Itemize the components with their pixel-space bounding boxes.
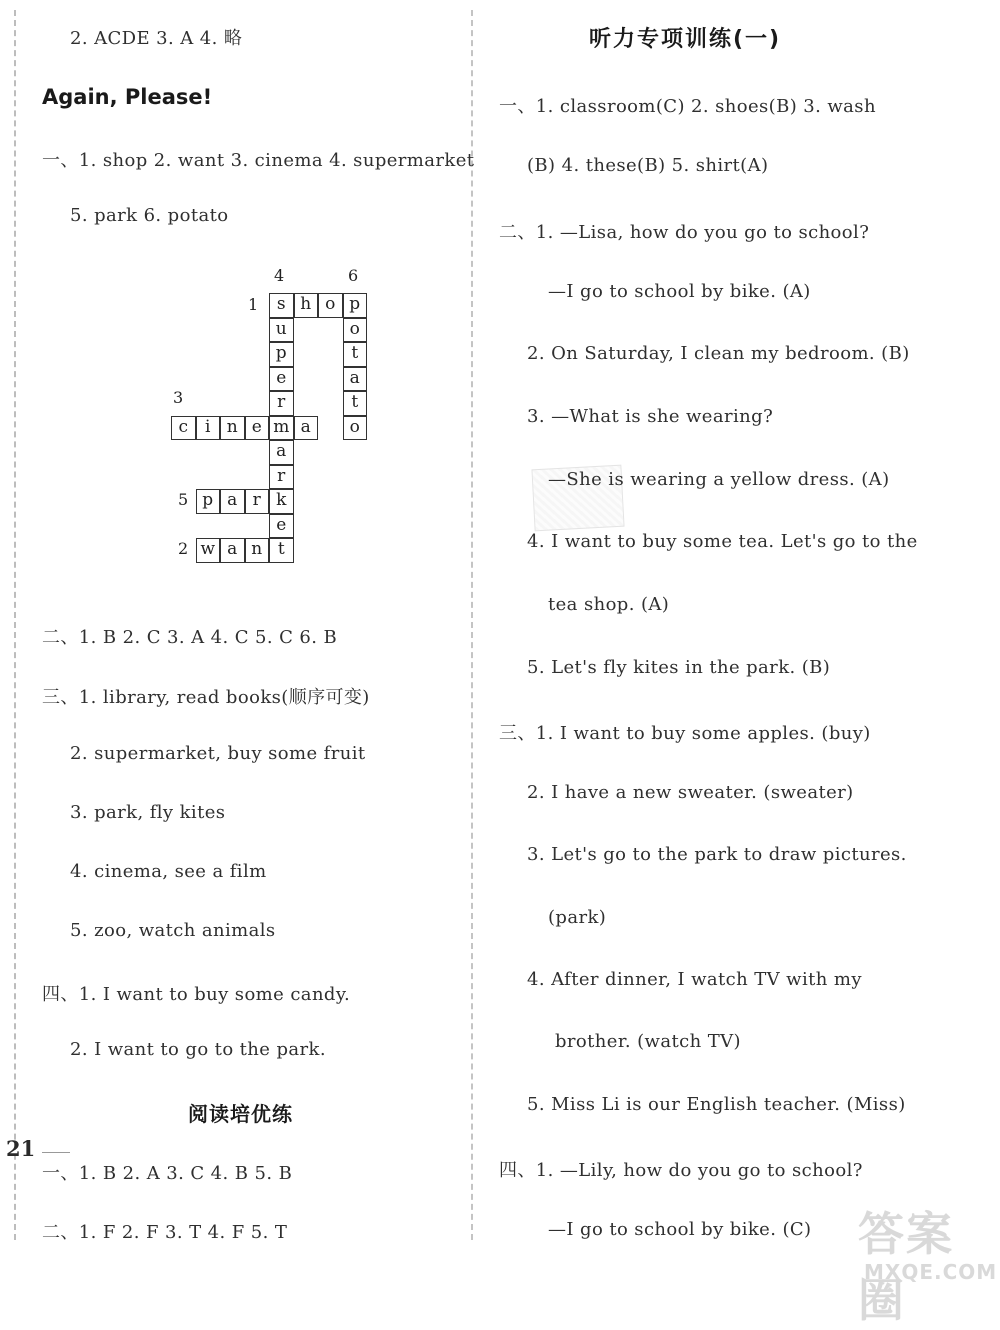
crossword-cell: s — [269, 293, 294, 318]
crossword-cell: t — [269, 538, 294, 563]
right-line: 三、1. I want to buy some apples. (buy) — [499, 723, 871, 744]
crossword-cell: k — [269, 489, 294, 514]
crossword-cell: t — [343, 342, 368, 367]
left-line: 2. supermarket, buy some fruit — [70, 743, 366, 764]
crossword-cell: a — [220, 538, 245, 563]
right-line: (B) 4. these(B) 5. shirt(A) — [527, 155, 769, 176]
column-divider — [471, 10, 473, 1240]
crossword-cell: o — [343, 416, 368, 441]
right-line: —I go to school by bike. (C) — [548, 1219, 812, 1240]
listening-section-title: 听力专项训练(一) — [589, 27, 782, 52]
crossword-number: 6 — [348, 266, 359, 285]
crossword-cell: h — [294, 293, 319, 318]
crossword-cell: t — [343, 391, 368, 416]
crossword-cell: p — [196, 489, 221, 514]
left-line: 二、1. B 2. C 3. A 4. C 5. C 6. B — [42, 627, 338, 648]
left-line: 5. park 6. potato — [70, 205, 229, 226]
right-line: 3. Let's go to the park to draw pictures. — [527, 844, 907, 865]
page-number-dash — [42, 1152, 70, 1153]
left-line: 4. cinema, see a film — [70, 861, 267, 882]
left-line: 一、1. B 2. A 3. C 4. B 5. B — [42, 1163, 293, 1184]
left-line: 四、1. I want to buy some candy. — [42, 984, 351, 1005]
crossword-cell: n — [220, 416, 245, 441]
right-line: 一、1. classroom(C) 2. shoes(B) 3. wash — [499, 96, 876, 117]
reading-section-title: 阅读培优练 — [188, 1102, 293, 1126]
right-line: —I go to school by bike. (A) — [548, 281, 811, 302]
crossword-cell: w — [196, 538, 221, 563]
crossword-cell: a — [220, 489, 245, 514]
crossword-cell: m — [269, 416, 294, 441]
watermark-logo-text: 答案圈 — [858, 1207, 954, 1327]
again-please-heading: Again, Please! — [42, 85, 213, 109]
right-line: 二、1. —Lisa, how do you go to school? — [499, 222, 870, 243]
crossword-cell: i — [196, 416, 221, 441]
crossword-cell: e — [245, 416, 270, 441]
page-number: 21 — [6, 1136, 36, 1161]
crossword-number: 1 — [248, 295, 259, 314]
right-line: 5. Miss Li is our English teacher. (Miss) — [527, 1094, 906, 1115]
left-line: 一、1. shop 2. want 3. cinema 4. supermarket — [42, 150, 475, 171]
left-top-answers: 2. ACDE 3. A 4. 略 — [70, 28, 243, 49]
right-line: (park) — [548, 907, 607, 928]
site-watermark-logo — [858, 1198, 998, 1327]
right-line: 2. On Saturday, I clean my bedroom. (B) — [527, 343, 910, 364]
right-line: —She is wearing a yellow dress. (A) — [548, 469, 890, 490]
crossword-number: 3 — [173, 388, 184, 407]
right-line: 四、1. —Lily, how do you go to school? — [499, 1160, 863, 1181]
crossword-cell: e — [269, 367, 294, 392]
watermark-domain-text: MXQE.COM — [864, 1260, 998, 1284]
crossword-cell: a — [269, 440, 294, 465]
left-line: 5. zoo, watch animals — [70, 920, 276, 941]
crossword-cell: p — [343, 293, 368, 318]
right-line: 2. I have a new sweater. (sweater) — [527, 782, 854, 803]
crossword-number: 2 — [178, 539, 189, 558]
binding-dash-line — [14, 10, 16, 1240]
crossword-cell: e — [269, 514, 294, 539]
crossword-cell: c — [171, 416, 196, 441]
crossword-cell: u — [269, 318, 294, 343]
right-line: 4. I want to buy some tea. Let's go to the — [527, 531, 918, 552]
right-line: 4. After dinner, I watch TV with my — [527, 969, 862, 990]
right-line: tea shop. (A) — [548, 594, 670, 615]
crossword-cell: o — [318, 293, 343, 318]
left-line: 3. park, fly kites — [70, 802, 226, 823]
crossword-cell: o — [343, 318, 368, 343]
right-line: brother. (watch TV) — [555, 1031, 741, 1052]
crossword-number: 5 — [178, 490, 189, 509]
right-line: 5. Let's fly kites in the park. (B) — [527, 657, 831, 678]
crossword-cell: a — [294, 416, 319, 441]
crossword-cell: r — [269, 391, 294, 416]
left-line: 三、1. library, read books(顺序可变) — [42, 687, 370, 708]
left-line: 2. I want to go to the park. — [70, 1039, 326, 1060]
crossword-cell: a — [343, 367, 368, 392]
crossword-cell: r — [245, 489, 270, 514]
crossword-cell: n — [245, 538, 270, 563]
crossword-cell: r — [269, 465, 294, 490]
right-line: 3. —What is she wearing? — [527, 406, 774, 427]
left-line: 二、1. F 2. F 3. T 4. F 5. T — [42, 1222, 288, 1243]
crossword-cell: p — [269, 342, 294, 367]
crossword-number: 4 — [274, 266, 285, 285]
